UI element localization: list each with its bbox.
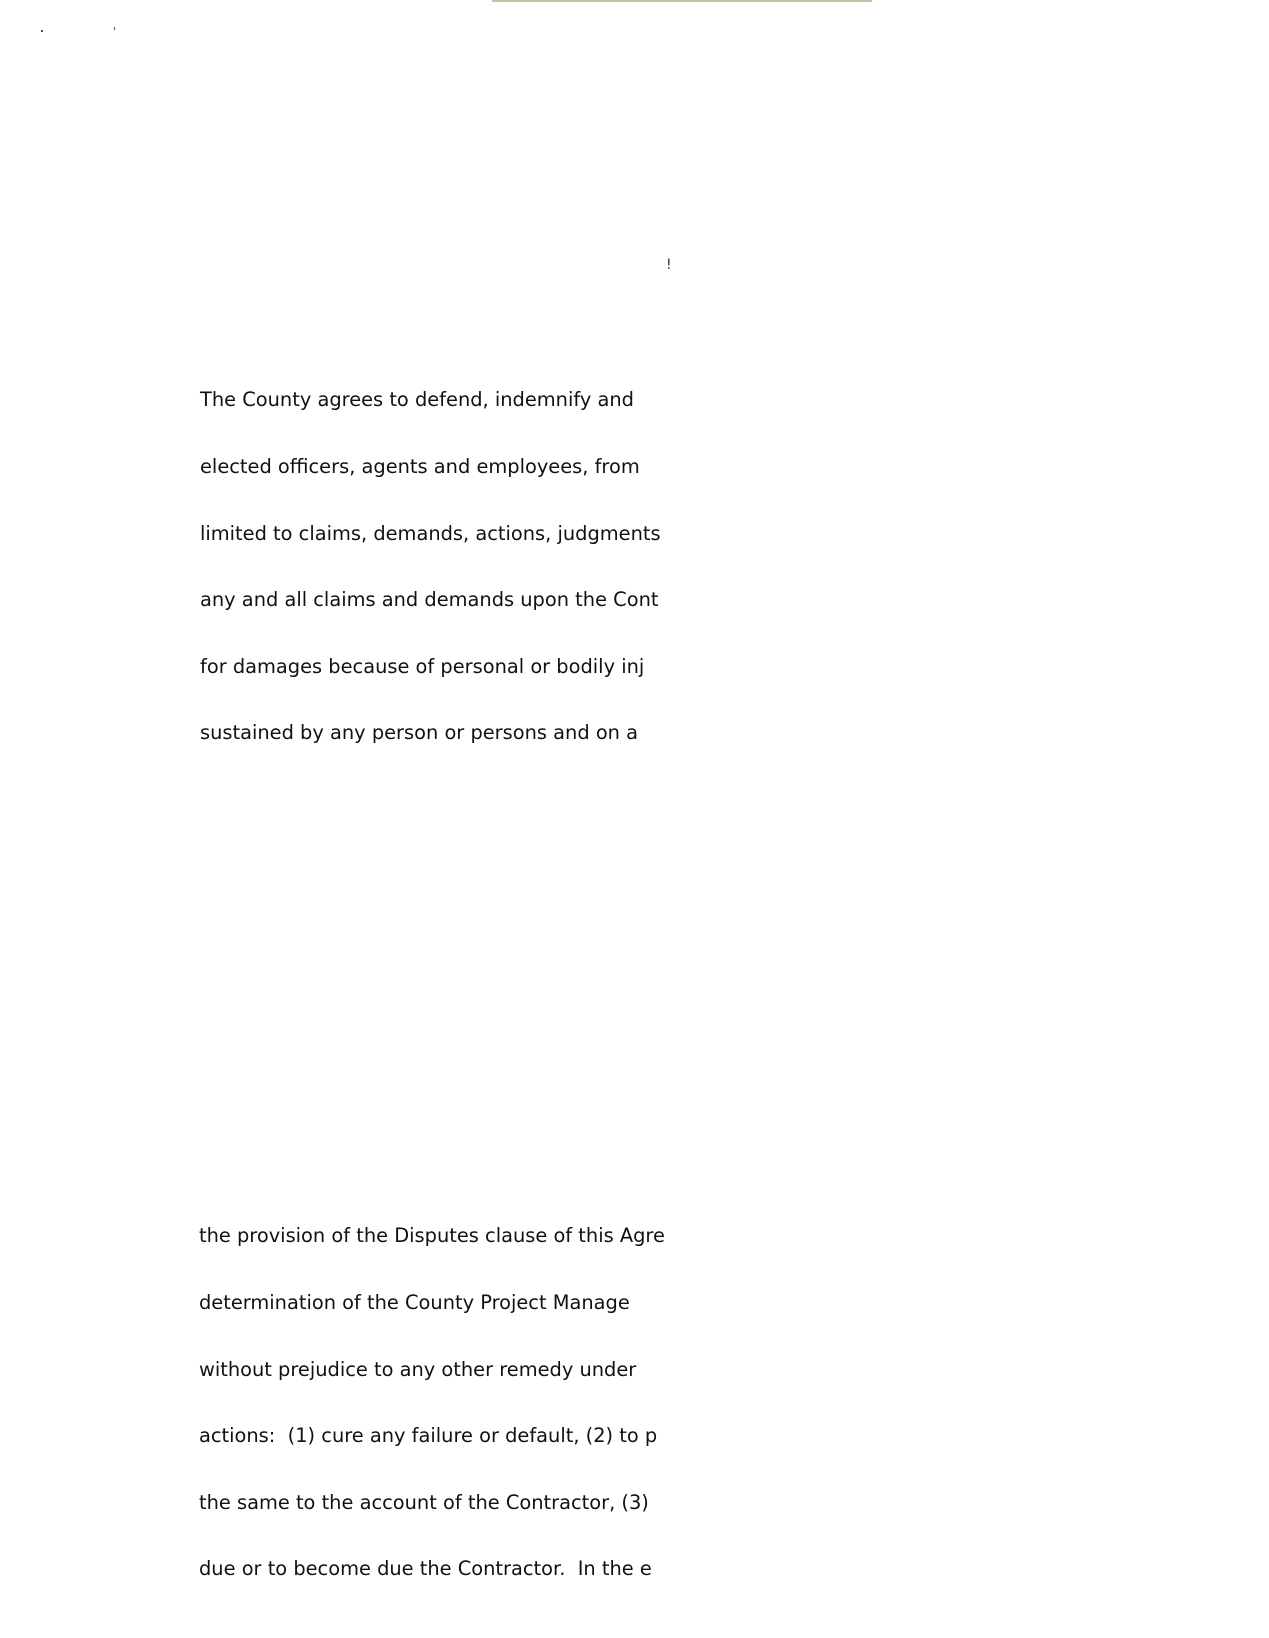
stray-mark: ! (666, 257, 672, 273)
scan-speck (114, 27, 115, 30)
text-line: actions: (1) cure any failure or default, (2) to p (199, 1424, 658, 1448)
text-line: the same to the account of the Contractor, (3) (199, 1490, 649, 1514)
text-line: any and all claims and demands upon the Cont (200, 588, 659, 612)
text-line: elected officers, agents and employees, from (200, 455, 640, 478)
text-line: determination of the County Project Manage (199, 1291, 630, 1314)
scan-edge-rule (492, 0, 872, 2)
text-line: the provision of the Disputes clause of this Agre (199, 1224, 665, 1248)
text-line: for damages because of personal or bodily inj (200, 654, 645, 678)
text-line: sustained by any person or persons and on a (200, 721, 639, 745)
indemnification-paragraph (200, 345, 661, 767)
text-line: without prejudice to any other remedy under (199, 1357, 637, 1381)
text-line: limited to claims, demands, actions, judgments (200, 521, 661, 545)
text-line: due or to become due the Contractor. In the e (199, 1557, 652, 1581)
text-line: The County agrees to defend, indemnify and (200, 388, 634, 412)
disputes-paragraph (199, 1181, 665, 1603)
scan-speck (41, 30, 43, 32)
